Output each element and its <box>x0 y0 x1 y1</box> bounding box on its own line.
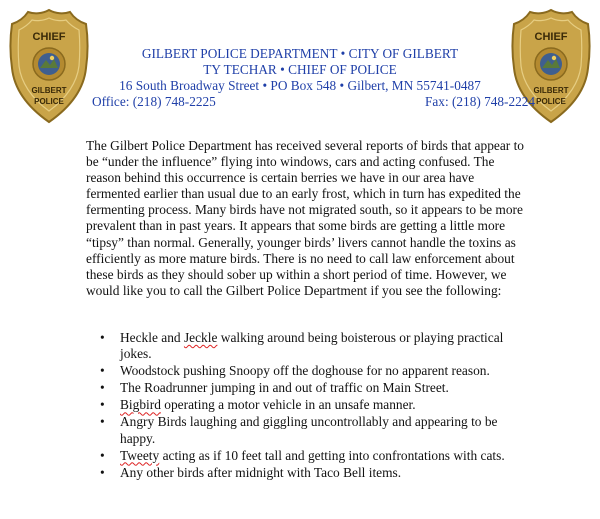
badge-bottom-text: GILBERT <box>533 86 569 95</box>
bullet-icon: • <box>100 397 105 413</box>
badge-top-text: CHIEF <box>32 31 66 43</box>
badge-bottom-text: GILBERT <box>31 86 67 95</box>
chief-name: TY TECHAR • CHIEF OF POLICE <box>203 62 397 77</box>
spellcheck-flagged-word: Tweety <box>120 447 160 463</box>
bullet-icon: • <box>100 330 105 345</box>
list-item <box>86 330 526 362</box>
bullet-icon: • <box>100 447 105 463</box>
spellcheck-flagged-word: Bigbird <box>120 397 161 413</box>
list-item-text: Woodstock pushing Snoopy off the doghouse for no apparent reason. <box>120 363 490 379</box>
list-item <box>86 397 526 413</box>
bullet-icon: • <box>100 363 105 379</box>
fax-number: Fax: (218) 748-2224 <box>425 94 536 109</box>
list-item-text: walking around being boisterous or playing practical jokes. <box>120 330 504 362</box>
contact-row <box>0 94 600 110</box>
list-item-text: Angry Birds laughing and giggling uncontrollably and appearing to be happy. <box>120 414 498 446</box>
badge-tail-text: POLICE <box>536 97 566 106</box>
department-name: GILBERT POLICE DEPARTMENT • CITY OF GILBERT <box>141 46 459 61</box>
notice-paragraph: The Gilbert Police Department has received several reports of birds that appear to be “under the influence” flying into windows, cars and acting confused. The reason behind this occurrence is certain berries we have in our area have fermented earlier than usual due to an early frost, which in turn has expedited the fermenting process. Many birds have not migrated south, so it appears to be more prevalent than in past years. It appears that some birds are getting a little more “tipsy” than normal. Generally, younger birds’ livers cannot handle the toxins as efficiently as more mature birds. There is no need to call law enforcement about these birds as they should sober up within a short period of time. However, we would like you to call the Gilbert Police Department if you see the following: <box>86 138 525 298</box>
sightings-list <box>86 330 526 482</box>
bullet-icon: • <box>100 380 105 396</box>
list-item-text: Any other birds after midnight with Taco Bell items. <box>120 464 402 480</box>
bullet-icon: • <box>100 414 105 430</box>
list-item-text: The Roadrunner jumping in and out of traffic on Main Street. <box>120 380 449 396</box>
list-item <box>86 465 526 481</box>
letterhead <box>0 46 600 110</box>
list-item <box>86 363 526 379</box>
address: 16 South Broadway Street • PO Box 548 • Gilbert, MN 55741-0487 <box>119 78 481 93</box>
list-item-text: Heckle and <box>120 330 184 345</box>
list-item <box>86 414 526 446</box>
list-item-text: operating a motor vehicle in an unsafe manner. <box>160 397 416 413</box>
list-item <box>86 448 526 464</box>
list-item-text: acting as if 10 feet tall and getting into confrontations with cats. <box>159 447 505 463</box>
list-item <box>86 380 526 396</box>
badge-top-text: CHIEF <box>534 31 568 43</box>
spellcheck-flagged-word: Jeckle <box>183 330 218 345</box>
badge-tail-text: POLICE <box>34 97 64 106</box>
office-phone: Office: (218) 748-2225 <box>92 94 216 109</box>
bullet-icon: • <box>100 464 105 480</box>
